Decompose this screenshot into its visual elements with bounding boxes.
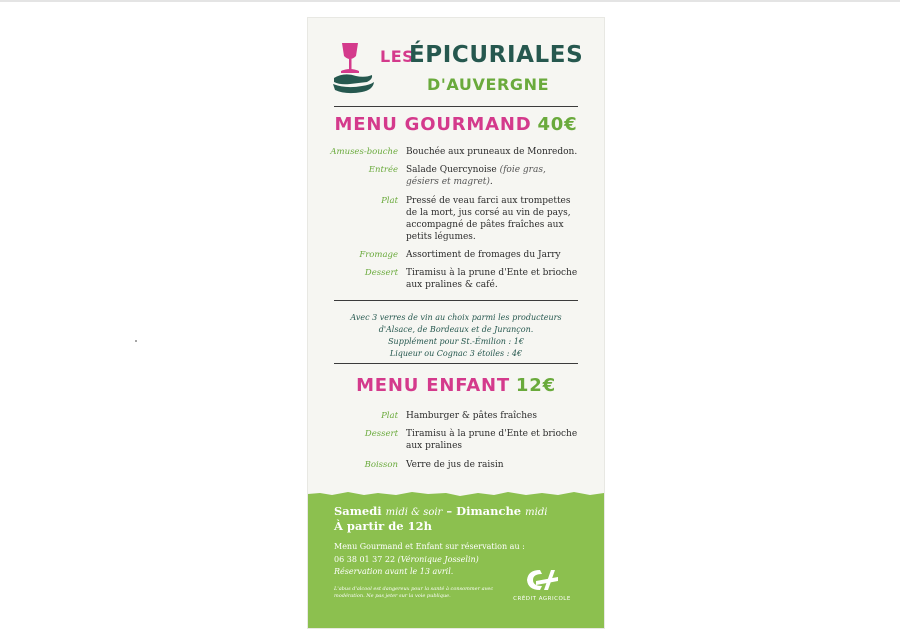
phone-number: 06 38 01 37 22 [334, 555, 396, 564]
course-label: Plat [381, 196, 398, 206]
course-text: Tiramisu à la prune d'Ente et brioche aux pralines & café. [406, 268, 578, 290]
course-label: Plat [381, 411, 398, 421]
course-suffix: . [489, 177, 493, 187]
divider [334, 300, 578, 301]
schedule-line [334, 504, 547, 518]
brand-les: LES [380, 47, 415, 66]
wine-line: Avec 3 verres de vin au choix parmi les producteurs [350, 313, 562, 322]
course-label: Entrée [368, 165, 398, 175]
start-time: À partir de 12h [334, 519, 432, 533]
phone-line [334, 555, 479, 564]
credit-agricole-logo-icon [522, 566, 560, 594]
flyer-header [332, 40, 582, 108]
menu-enfant-price: 12€ [515, 375, 556, 396]
footer-info [308, 492, 604, 628]
contact-name: (Véronique Josselin) [397, 555, 479, 564]
schedule-dash: – [446, 504, 453, 518]
course-label: Amuses-bouche [330, 147, 398, 157]
reservation-text: Menu Gourmand et Enfant sur réservation au : [334, 542, 525, 551]
wine-line: d'Alsace, de Bordeaux et de Jurançon. [378, 325, 534, 334]
wine-line: Liqueur ou Cognac 3 étoiles : 4€ [389, 349, 523, 358]
course-label: Fromage [359, 250, 398, 260]
course-text: Hamburger & pâtes fraîches [406, 411, 537, 421]
course-text: Assortiment de fromages du Jarry [406, 250, 561, 260]
schedule-saturday-when: midi & soir [385, 507, 443, 518]
menu-gourmand-name: MENU GOURMAND [334, 114, 532, 135]
wine-glass-hand-icon [332, 40, 376, 96]
course-text: Pressé de veau farci aux trompettes de la mort, jus corsé au vin de pays, accompagné de pâtes fraîches aux petits légumes. [406, 196, 571, 242]
wine-note [328, 312, 584, 360]
course-dish: Salade Quercynoise [406, 165, 497, 175]
menu-enfant-title [308, 375, 604, 396]
course-label: Dessert [364, 268, 398, 278]
schedule-saturday: Samedi [334, 504, 382, 518]
course-text: Verre de jus de raisin [406, 460, 504, 470]
course-text [406, 164, 581, 188]
divider [334, 363, 578, 364]
course-note: (foie gras, gésiers et magret) [406, 165, 546, 187]
divider [334, 106, 578, 107]
brand-name: ÉPICURIALES [409, 42, 584, 68]
alcohol-disclaimer: L'abus d'alcool est dangereux pour la santé à consommer avec modération. Ne pas jeter sur la voie publique. [334, 586, 494, 599]
course-label: Dessert [364, 429, 398, 439]
schedule-sunday-when: midi [525, 507, 548, 518]
sponsor-name: CRÉDIT AGRICOLE [513, 596, 571, 602]
brand-region: D'AUVERGNE [427, 75, 550, 94]
menu-flyer [308, 18, 604, 628]
scan-edge [0, 0, 900, 2]
wine-line: Supplément pour St.-Émilion : 1€ [388, 337, 524, 346]
reservation-deadline: Réservation avant le 13 avril. [334, 567, 454, 576]
scan-speck [135, 340, 137, 342]
course-text: Tiramisu à la prune d'Ente et brioche aux pralines [406, 429, 578, 451]
menu-gourmand-title [308, 114, 604, 135]
course-label: Boisson [364, 460, 398, 470]
course-text: Bouchée aux pruneaux de Monredon. [406, 147, 578, 157]
schedule-sunday: Dimanche [456, 504, 522, 518]
menu-enfant-name: MENU ENFANT [356, 375, 510, 396]
menu-gourmand-price: 40€ [537, 114, 578, 135]
